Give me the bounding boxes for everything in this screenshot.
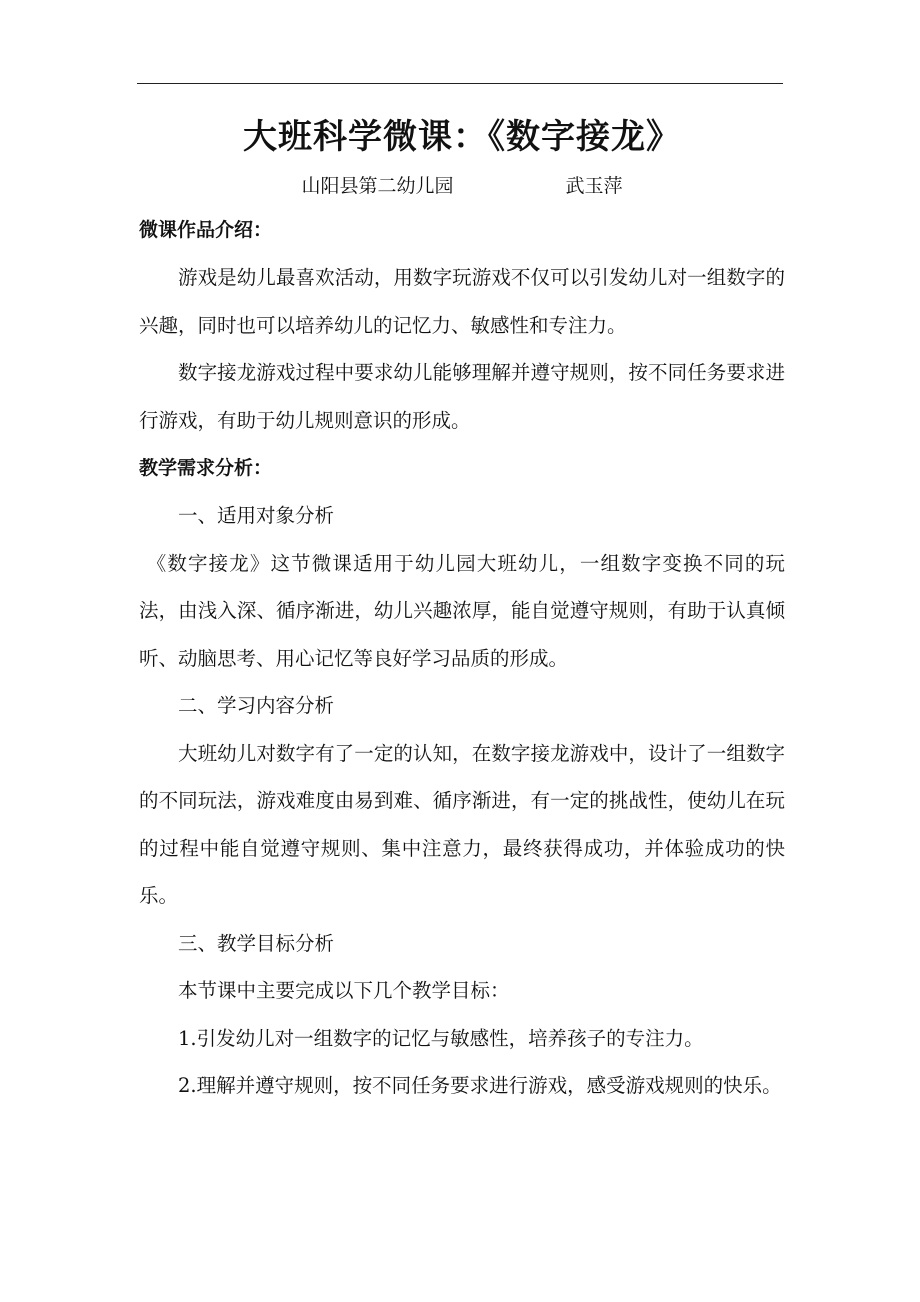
audience-paragraph: 《数字接龙》这节微课适用于幼儿园大班幼儿，一组数字变换不同的玩法，由浅入深、循序渐进，幼儿兴趣浓厚，能自觉遵守规则，有助于认真倾听、动脑思考、用心记忆等良好学习品质的形成。 bbox=[139, 551, 785, 670]
author-name: 武玉萍 bbox=[565, 175, 623, 197]
school-name: 山阳县第二幼儿园 bbox=[301, 175, 454, 197]
subsection-title-content: 二、学习内容分析 bbox=[178, 694, 335, 717]
content-paragraph: 大班幼儿对数字有了一定的认知，在数字接龙游戏中，设计了一组数字的不同玩法，游戏难度由易到难、循序渐进，有一定的挑战性，使幼儿在玩的过程中能自觉遵守规则、集中注意力，最终获得成功，并体验成功的快乐。 bbox=[139, 741, 785, 907]
intro-paragraph-2: 数字接龙游戏过程中要求幼儿能够理解并遵守规则，按不同任务要求进行游戏，有助于幼儿规则意识的形成。 bbox=[139, 361, 785, 432]
goal-item-2: 2.理解并遵守规则，按不同任务要求进行游戏，感受游戏规则的快乐。 bbox=[178, 1074, 782, 1097]
subsection-title-audience: 一、适用对象分析 bbox=[178, 504, 335, 527]
subsection-title-goals: 三、教学目标分析 bbox=[178, 931, 335, 955]
byline bbox=[139, 166, 785, 206]
section-heading-intro: 微课作品介绍： bbox=[139, 219, 273, 241]
intro-paragraph-1: 游戏是幼儿最喜欢活动，用数字玩游戏不仅可以引发幼儿对一组数字的兴趣，同时也可以培养幼儿的记忆力、敏感性和专注力。 bbox=[139, 266, 785, 337]
document-body bbox=[139, 108, 785, 1110]
document-title: 大班科学微课：《数字接龙》 bbox=[243, 117, 681, 157]
goal-item-1: 1.引发幼儿对一组数字的记忆与敏感性，培养孩子的专注力。 bbox=[178, 1026, 704, 1050]
section-heading-analysis: 教学需求分析： bbox=[139, 457, 273, 479]
header-rule bbox=[137, 83, 783, 84]
goals-lead: 本节课中主要完成以下几个教学目标： bbox=[178, 979, 510, 1002]
